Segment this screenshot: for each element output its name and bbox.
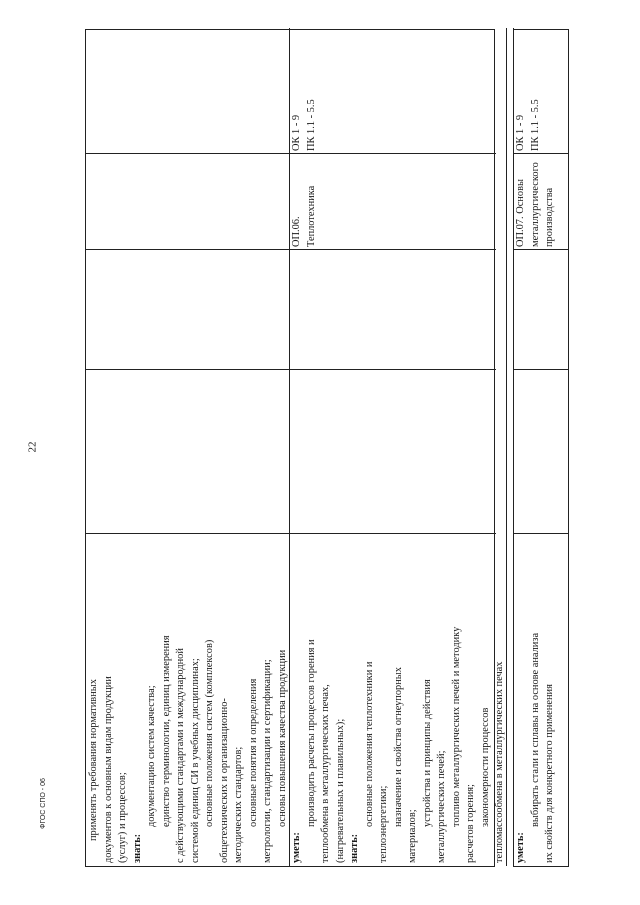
row-3-content-cell — [513, 534, 569, 866]
row-1-line: с действующими стандартами и международной — [175, 648, 186, 863]
column-divider — [86, 369, 496, 370]
row-1-line: системой единиц СИ в учебных дисциплинах; — [189, 658, 201, 863]
row-3-code: ПК 1.1 - 5.5 — [529, 99, 541, 151]
row-2-line: расчетов горения; — [465, 784, 476, 863]
row-1-line: основные понятия и определения — [247, 678, 259, 827]
row-2-line: материалов; — [407, 809, 418, 863]
row-1-line: (услуг) и процессов; — [117, 772, 128, 863]
row-3-line: уметь: — [515, 832, 526, 863]
row-3-codes-cell — [513, 28, 569, 154]
row-2-line: топливо металлургических печей и методику — [450, 626, 462, 827]
row-2-codes-cell — [289, 28, 506, 154]
row-1-line: методических стандартов; — [233, 746, 244, 863]
row-3-discipline-cell — [513, 154, 569, 250]
row-3-discipline: ОП.07. Основы металлургического производства — [515, 162, 555, 247]
row-2-line: теплоэнергетики; — [378, 785, 389, 863]
row-2-line: металлургических печей; — [436, 750, 447, 863]
row-1-content-cell — [86, 534, 289, 866]
row-divider — [506, 28, 507, 866]
row-2-code: ОК 1 - 9 — [291, 114, 302, 151]
competency-table — [85, 29, 505, 867]
row-2-code: ПК 1.1 - 5.5 — [305, 99, 317, 151]
row-1-discipline-cell — [86, 154, 289, 250]
row-1-codes-cell — [86, 28, 289, 154]
row-2-line: производить расчеты процессов горения и — [305, 639, 317, 827]
row-2-line: закономерности процессов — [479, 707, 491, 827]
row-2-line: (нагревательных и плавильных); — [334, 718, 346, 863]
row-1-line: документацию систем качества; — [146, 685, 157, 827]
row-1-line: общетехнических и организационно- — [218, 698, 230, 863]
row-2-discipline: ОП.06. Теплотехника — [291, 185, 317, 247]
row-2-content-cell — [289, 534, 506, 866]
footer-label: ФГОС СПО - 06 — [39, 778, 47, 829]
row-3-line: выбирать стали и сплавы на основе анализа — [529, 632, 541, 827]
row-3-code: ОК 1 - 9 — [515, 114, 526, 151]
row-2-line: основные положения теплотехники и — [363, 661, 375, 827]
rotated-table-layer — [85, 29, 505, 867]
row-2-line: тепломассообмена в металлургических печах — [494, 661, 505, 863]
row-2-line: устройства и принципы действия — [421, 679, 433, 827]
row-2-line: теплообмена в металлургических печах, — [320, 684, 331, 863]
row-1-line: основы повышения качества продукции — [276, 649, 288, 827]
row-2-line: назначение и свойства огнеупорных — [392, 667, 404, 827]
row-1-line: документов к основным видам продукции — [102, 676, 114, 863]
row-1-line: единство терминологии, единиц измерения — [160, 635, 172, 827]
row-3-frame — [513, 29, 569, 867]
row-2-line: уметь: — [291, 832, 302, 863]
column-divider — [513, 369, 569, 370]
row-1-line: применять требования нормативных — [88, 679, 99, 841]
rotated-table-layer-row3 — [513, 29, 569, 867]
row-1-line: основные положения систем (комплексов) — [204, 639, 215, 827]
page-number: 22 — [26, 441, 39, 453]
row-1-line: знать: — [131, 833, 143, 863]
row-3-line: их свойств для конкретного применения — [544, 684, 555, 863]
row-1-line: метрологии, стандартизации и сертификации; — [262, 659, 273, 863]
row-2-line: знать: — [349, 833, 360, 863]
row-2-discipline-cell — [289, 154, 506, 250]
